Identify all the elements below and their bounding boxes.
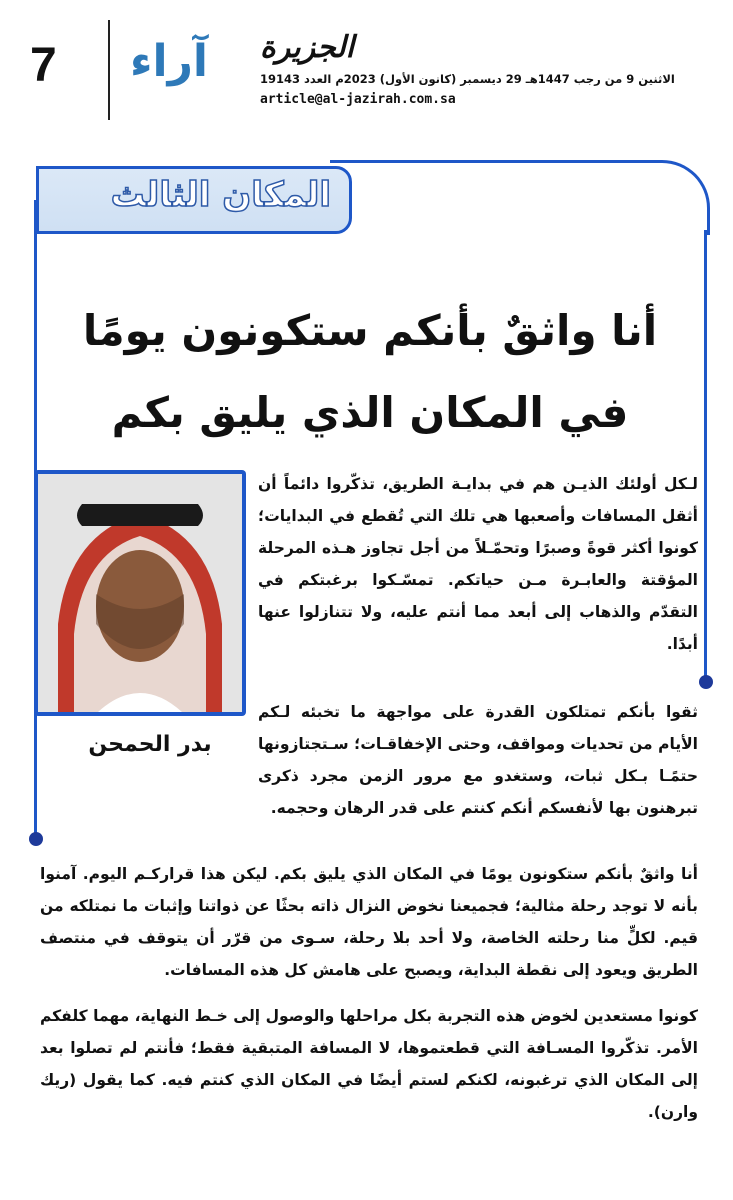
frame-dot-right	[699, 675, 713, 689]
column-title: المكان الثالث	[110, 175, 331, 215]
dateline: الاثنين 9 من رجب 1447هـ 29 ديسمبر (كانون الأول) 2023م العدد 19143	[260, 72, 675, 86]
page-number: 7	[30, 39, 57, 92]
author-photo-frame	[34, 470, 246, 716]
article-paragraph-3: أنا واثقٌ بأنكم ستكونون يومًا في المكان الذي يليق بكم. ليكن هذا قراركـم اليوم. آمنوا بأنه لا توجد رحلة مثالية؛ فجميعنا نخوض النزال ذاته بحثًا عن ذواتنا وإثبات ما نمتلكه من قيم. لكلٍّ منا رحلته الخاصة، ولا أحد بلا رحلة، سـوى من قرّر أن يتوقف في منتصف الطريق ويعود إلى نقطة البداية، ويصبح على هامش كل هذه المسافات.	[40, 865, 698, 979]
newspaper-masthead: الجزيرة	[260, 30, 355, 65]
article-paragraph-1: لـكل أولئك الذيـن هم في بدايـة الطريق، تذكّروا دائماً أن أثقل المسافات وأصعبها هي تلك التي تُقطع في البدايات؛ كونوا أكثر قوةً وصبرًا وتحمّـلاً من أجل تجاوز هـذه المرحلة المؤقتة والعابـرة مـن حياتكم. تمسّـكوا برغبتكم في التقدّم والذهاب إلى أبعد مما أنتم عليه، ولا تتنازلوا عنها أبدًا.	[258, 475, 698, 653]
frame-right-line	[704, 230, 707, 680]
header-divider	[108, 20, 110, 120]
contact-email[interactable]: article@al-jazirah.com.sa	[260, 92, 456, 107]
article-paragraph-2: ثقوا بأنكم تمتلكون القدرة على مواجهة ما تخبئه لـكم الأيام من تحديات ومواقف، وحتى الإخفاقـات؛ سـتجتازونها حتمًـا بـكل ثبات، وستغدو مع مرور الزمن مجرد ذكرى تبرهنون بها لأنفسكم أنكم كنتم على قدر الرهان وحجمه.	[258, 703, 698, 817]
author-photo	[38, 474, 242, 712]
column-banner	[36, 166, 352, 234]
author-name: بدر الحمحن	[88, 732, 212, 757]
frame-top-line	[330, 160, 642, 163]
headline-line-2: في المكان الذي يليق بكم	[111, 388, 629, 437]
article-headline	[60, 290, 680, 454]
headline-line-1: أنا واثقٌ بأنكم ستكونون يومًا	[82, 306, 658, 355]
section-logo: آراء	[130, 36, 208, 87]
frame-corner-curve	[640, 160, 710, 235]
article-paragraph-4: كونوا مستعدين لخوض هذه التجربة بكل مراحلها والوصول إلى خـط النهاية، مهما كلفكم الأمر. تذكّروا المسـافة التي قطعتموها، لا المسافة المتبقية فقط؛ فأنتم لم تصلوا بعد إلى المكان الذي ترغبونه، لكنكم لستم أيضًا في المكان الذي كنتم فيه. كما يقول (ريك وارن).	[40, 1007, 698, 1121]
frame-dot-left	[29, 832, 43, 846]
author-portrait-icon	[38, 474, 242, 712]
